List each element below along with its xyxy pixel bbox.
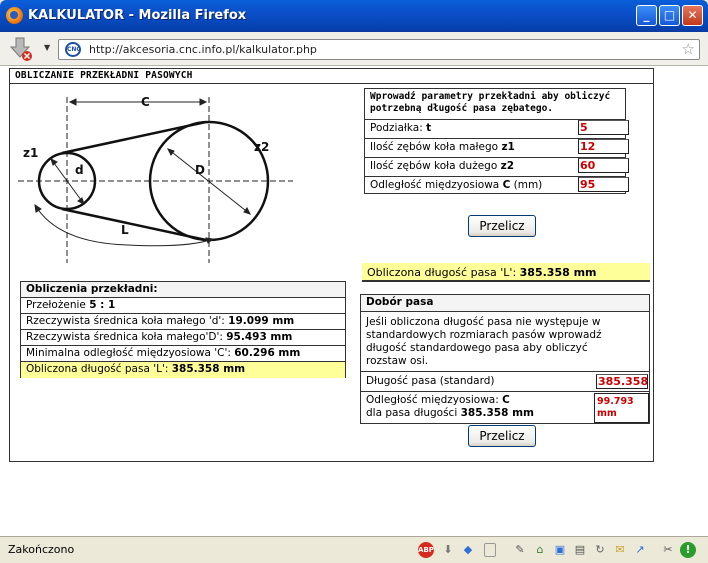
field-symbol: z1 <box>501 141 515 153</box>
dropdown-arrow-icon[interactable]: ▼ <box>44 43 51 52</box>
field-label: Ilość zębów koła dużego <box>370 160 501 172</box>
result-unit: mm <box>597 408 617 419</box>
field-label: Odległość międzyosiowa <box>370 179 503 191</box>
inputs-header-line-2: potrzebną długość pasa zębatego. <box>370 103 554 114</box>
page-content <box>0 66 708 536</box>
status-ok-icon[interactable]: ! <box>680 542 696 558</box>
bookmark-star-icon[interactable]: ☆ <box>681 40 695 58</box>
calc-label: Rzeczywista średnica koła małego'D': <box>26 331 227 343</box>
mail-icon[interactable]: ✉ <box>615 543 625 556</box>
calc-value: 95.493 mm <box>226 331 293 343</box>
result-value: 99.793 <box>597 396 634 407</box>
desc-line: standardowych rozmiarach pasów wprowadź <box>366 329 602 341</box>
close-button[interactable]: ✕ <box>682 5 703 26</box>
calculations-header <box>21 282 345 297</box>
network-icon[interactable]: ⌂ <box>536 543 544 556</box>
tools-icon[interactable]: ↻ <box>595 543 605 556</box>
diagram-label-z2: z2 <box>254 140 270 154</box>
calc-value: 60.296 mm <box>234 347 301 359</box>
calculations-title: Obliczenia przekładni: <box>26 283 158 295</box>
pencil-icon[interactable]: ✎ <box>515 543 525 556</box>
navigation-toolbar <box>0 32 708 66</box>
calculations-panel <box>20 281 346 378</box>
url-bar[interactable] <box>58 39 700 60</box>
calc-label: Obliczona długość pasa 'L': <box>26 363 172 375</box>
wrench-icon[interactable]: ✂ <box>663 543 673 556</box>
result-label: Odległość międzyosiowa: <box>366 394 503 406</box>
result-label-2: dla pasa długości <box>366 407 461 419</box>
calc-row-belt-length <box>21 361 345 378</box>
result-length: 385.358 mm <box>460 407 534 419</box>
teeth-small-input[interactable] <box>578 139 629 154</box>
print-icon[interactable]: ▤ <box>574 543 586 556</box>
diagram-label-C: C <box>141 95 150 109</box>
field-label: Ilość zębów koła małego <box>370 141 502 153</box>
maximize-button[interactable]: □ <box>659 5 680 26</box>
desc-line: rozstaw osi. <box>366 355 429 367</box>
recalculate-button[interactable]: Przelicz <box>468 215 536 237</box>
calc-value: 19.099 mm <box>228 315 295 327</box>
result-symbol: C <box>502 394 510 406</box>
result-distance-output <box>594 393 649 423</box>
calc-label: Minimalna odległość międzyosiowa 'C': <box>26 347 235 359</box>
addon-icon[interactable]: ◆ <box>463 543 473 556</box>
std-length-input[interactable] <box>596 374 648 389</box>
minimize-button[interactable]: _ <box>636 5 657 26</box>
inputs-header-line-1: Wprowadź parametry przekładni aby obliczyć <box>370 91 611 102</box>
desc-line: długość standardowego pasa aby obliczyć <box>366 342 588 354</box>
field-symbol: z2 <box>500 160 515 172</box>
field-suffix: (mm) <box>510 179 543 191</box>
field-symbol: C <box>502 179 511 191</box>
firefox-icon <box>6 7 23 24</box>
diagram-label-D: D <box>195 163 205 177</box>
belt-selection-title: Dobór pasa <box>366 296 434 308</box>
calc-row-large-diameter <box>21 329 345 345</box>
field-symbol: t <box>426 122 432 134</box>
frame-title: OBLICZANIE PRZEKŁADNI PASOWYCH <box>10 69 653 84</box>
recalculate-standard-button[interactable]: Przelicz <box>468 425 536 447</box>
adblock-icon[interactable]: ABP <box>418 542 434 558</box>
calc-row-ratio <box>21 297 345 313</box>
site-favicon-icon: CNC <box>65 42 81 57</box>
belt-drive-diagram <box>18 93 308 273</box>
belt-selection-header <box>361 295 649 311</box>
inputs-panel-header <box>365 89 625 119</box>
computed-length-value: 385.358 mm <box>519 266 597 279</box>
download-status-icon[interactable]: ⬇ <box>443 543 453 556</box>
status-text: Zakończono <box>8 543 75 556</box>
center-distance-input[interactable] <box>578 177 629 192</box>
belt-selection-description <box>361 311 649 371</box>
field-label: Podziałka: <box>370 122 427 134</box>
diagram-label-L: L <box>121 223 129 237</box>
teeth-large-input[interactable] <box>578 158 629 173</box>
calc-value: 5 : 1 <box>89 299 116 311</box>
calc-label: Rzeczywista średnica koła małego 'd': <box>26 315 229 327</box>
save-icon[interactable]: ▣ <box>554 543 566 556</box>
chart-icon[interactable]: ↗ <box>635 543 645 556</box>
title-bar <box>0 0 708 32</box>
page-icon[interactable] <box>484 543 496 557</box>
calc-label: Przełożenie <box>26 299 90 311</box>
url-text[interactable]: http://akcesoria.cnc.info.pl/kalkulator.php <box>89 43 317 56</box>
computed-length-banner <box>362 263 650 282</box>
std-length-label: Długość pasa (standard) <box>366 375 495 387</box>
desc-line: Jeśli obliczona długość pasa nie występuje w <box>366 316 601 328</box>
calc-row-small-diameter <box>21 313 345 329</box>
calculator-frame <box>9 68 654 462</box>
pitch-input[interactable] <box>578 120 629 135</box>
download-arrow-icon[interactable] <box>8 36 34 62</box>
diagram-label-d: d <box>75 163 84 177</box>
calc-value: 385.358 mm <box>171 363 246 375</box>
diagram-label-z1: z1 <box>23 146 39 160</box>
status-bar <box>0 536 708 563</box>
calc-row-min-distance <box>21 345 345 361</box>
computed-length-label: Obliczona długość pasa 'L': <box>367 266 520 279</box>
window-title: KALKULATOR - Mozilla Firefox <box>28 8 247 23</box>
